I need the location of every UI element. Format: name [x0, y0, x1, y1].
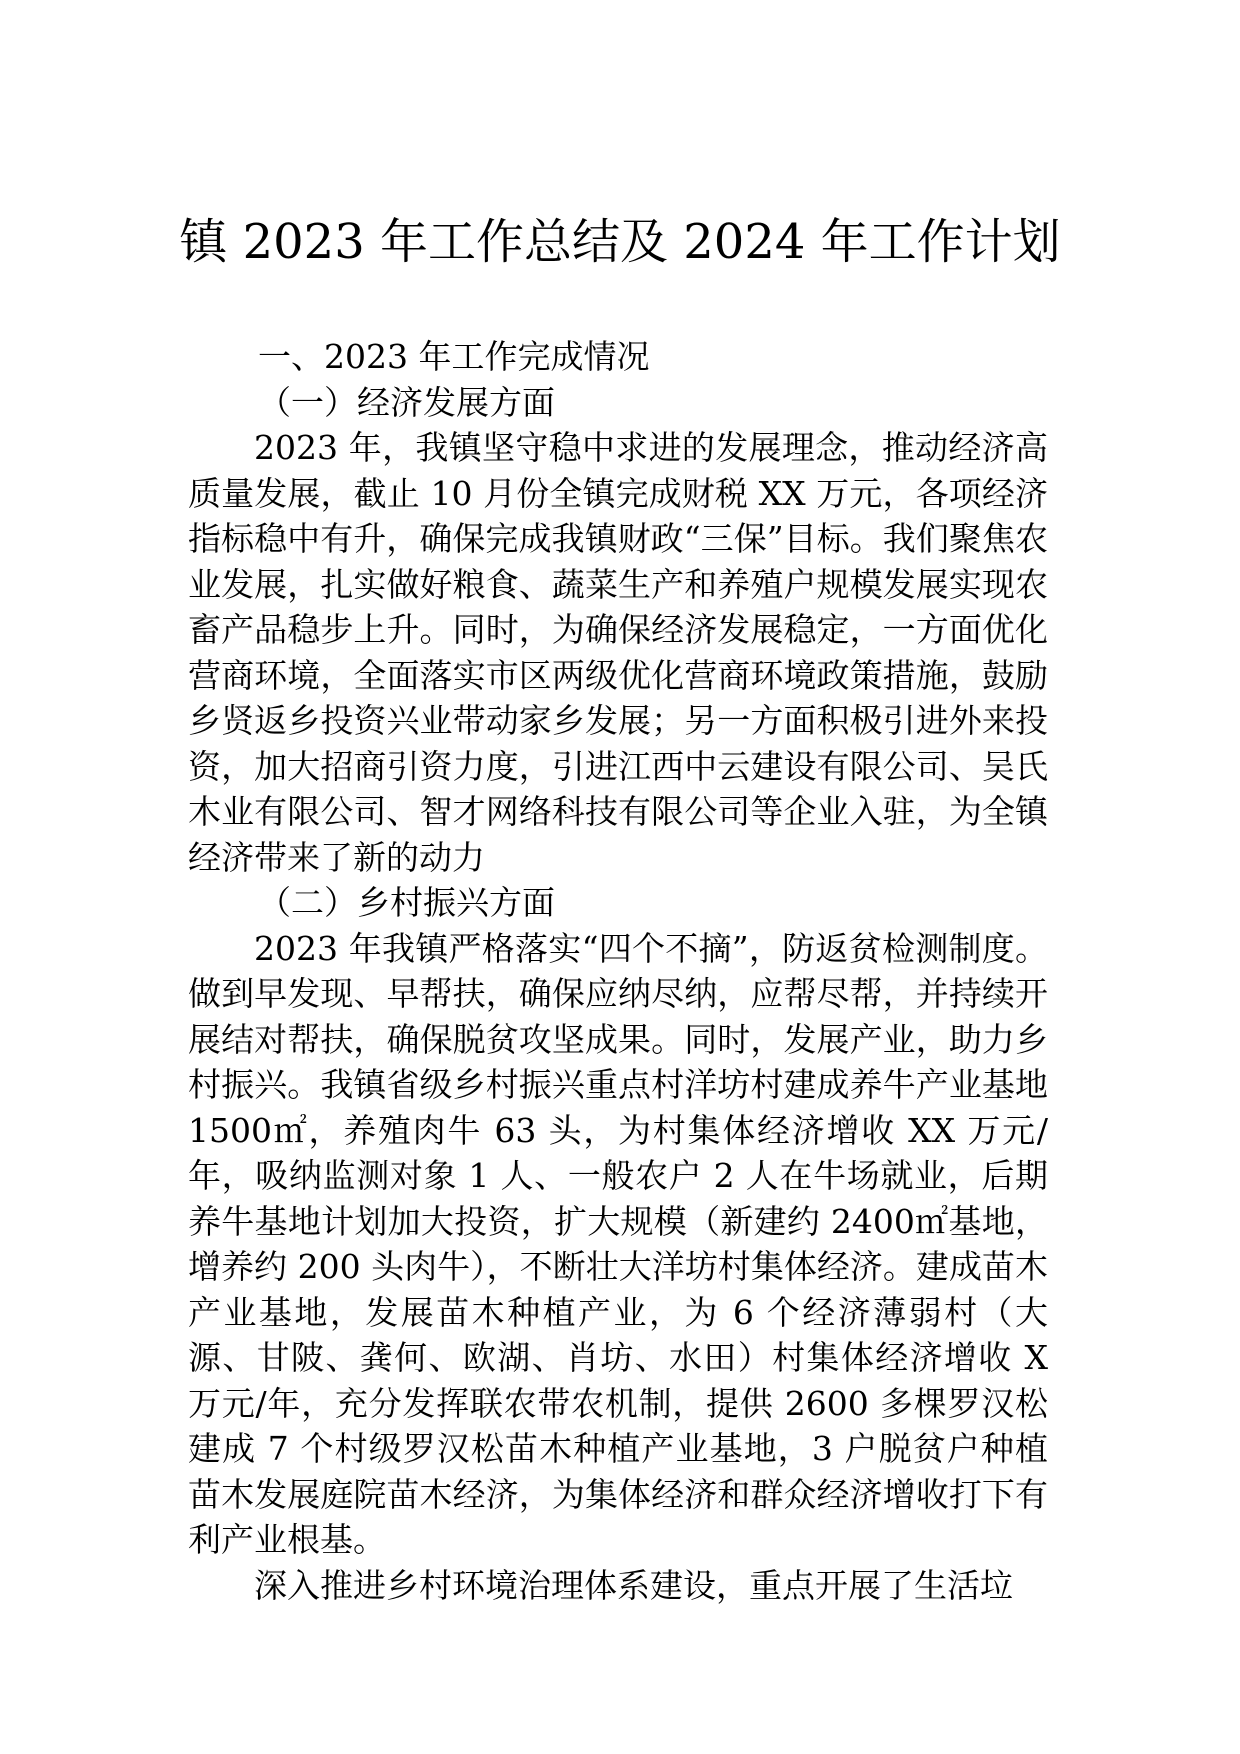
- document-title: 镇 2023 年工作总结及 2024 年工作计划: [179, 214, 1061, 270]
- paragraph-environment: 深入推进乡村环境治理体系建设，重点开展了生活垃: [254, 1565, 1013, 1605]
- subsection-heading-economy: （一）经济发展方面: [258, 382, 555, 422]
- paragraph-economy: 2023 年，我镇坚守稳中求进的发展理念，推动经济高质量发展，截止 10 月份全镇完成财税 XX 万元，各项经济指标稳中有升，确保完成我镇财政“三保”目标。我们聚焦农业发展，扎实做好粮食、蔬菜生产和养殖户规模发展实现农畜产品稳步上升。同时，为确保经济发展稳定，一方面优化营商环境，全面落实市区两级优化营商环境政策措施，鼓励乡贤返乡投资兴业带动家乡发展；另一方面积极引进外来投资，加大招商引资力度，引进江西中云建设有限公司、吴氏木业有限公司、智才网络科技有限公司等企业入驻，为全镇经济带来了新的动力: [188, 428, 1048, 877]
- subsection-heading-rural: （二）乡村振兴方面: [258, 883, 555, 922]
- document-body: [188, 334, 1048, 1608]
- paragraph-rural: 2023 年我镇严格落实“四个不摘”，防返贫检测制度。做到早发现、早帮扶，确保应纳尽纳，应帮尽帮，并持续开展结对帮扶，确保脱贫攻坚成果。同时，发展产业，助力乡村振兴。我镇省级乡村振兴重点村洋坊村建成养牛产业基地 1500㎡，养殖肉牛 63 头，为村集体经济增收 XX 万元/年，吸纳监测对象 1 人、一般农户 2 人在牛场就业，后期养牛基地计划加大投资，扩大规模（新建约 2400㎡基地，增养约 200 头肉牛），不断壮大洋坊村集体经济。建成苗木产业基地，发展苗木种植产业，为 6 个经济薄弱村（大源、甘陂、龚何、欧湖、肖坊、水田）村集体经济增收 X 万元/年，充分发挥联农带农机制，提供 2600 多棵罗汉松建成 7 个村级罗汉松苗木种植产业基地，3 户脱贫户种植苗木发展庭院苗木经济，为集体经济和群众经济增收打下有利产业根基。: [188, 928, 1048, 1559]
- section-heading: 一、2023 年工作完成情况: [258, 337, 650, 376]
